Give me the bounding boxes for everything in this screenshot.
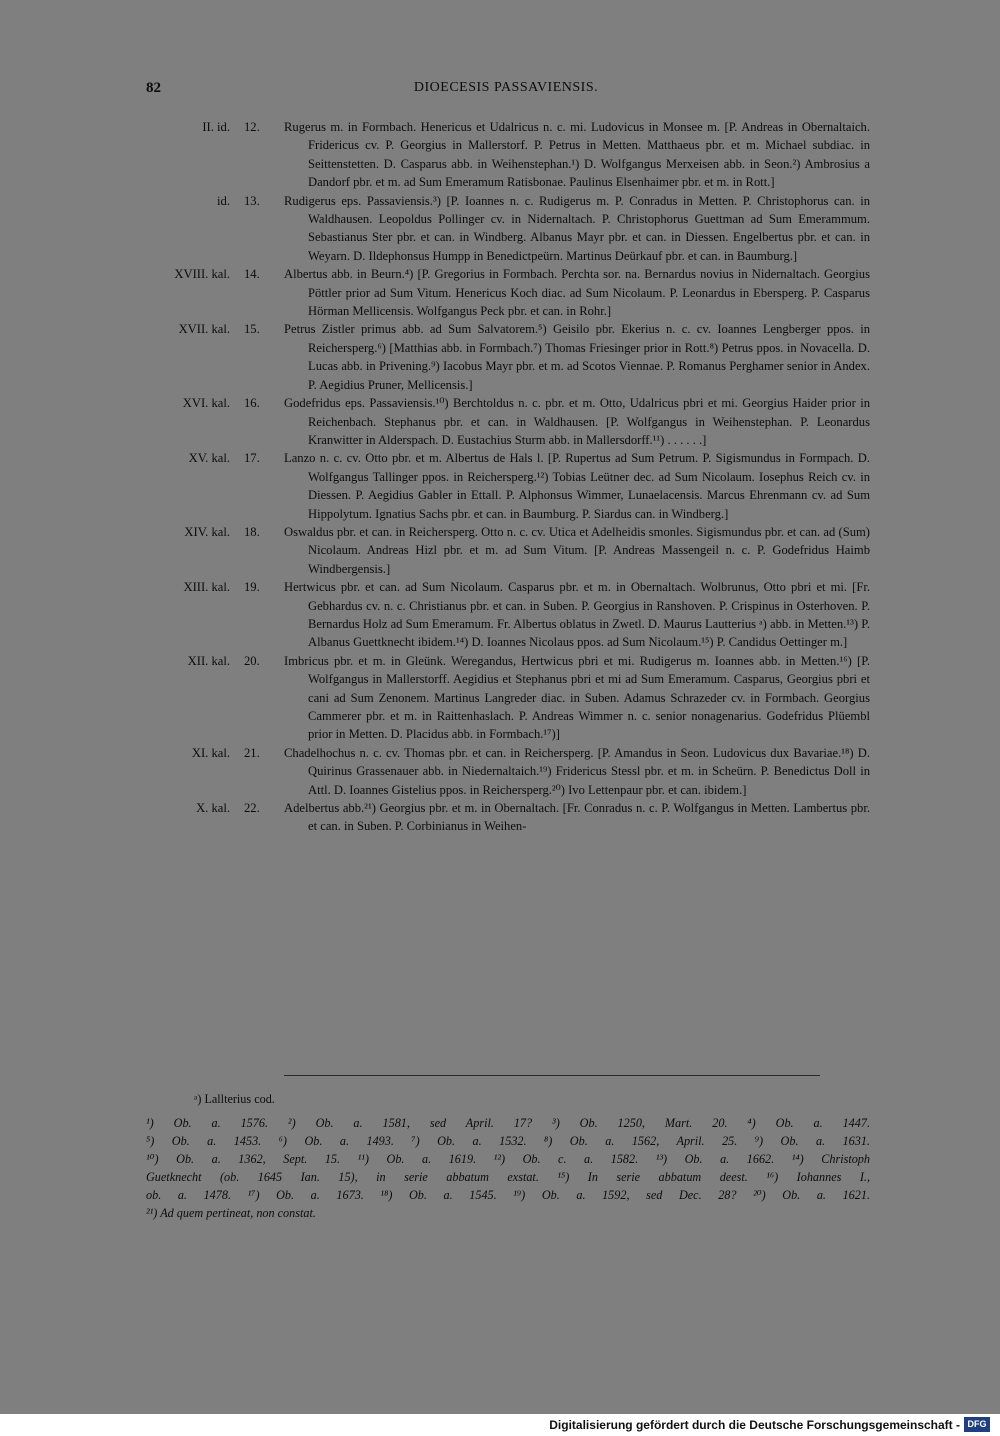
entry-date: XVI. kal. (182, 396, 230, 411)
entry-date: XII. kal. (187, 653, 230, 668)
entry-number: 17. (244, 451, 260, 466)
footnote-line: Guetknecht (ob. 1645 Ian. 15), in serie abbatum exstat. ¹⁵) In serie abbatum deest. ¹⁶) Iohannes I., (146, 1170, 870, 1184)
entry-date: XVII. kal. (178, 322, 230, 337)
entry (146, 192, 870, 266)
entry-date: X. kal. (196, 801, 230, 816)
page-header (146, 80, 866, 100)
footnotes (146, 1090, 870, 1222)
entry-text: Albertus abb. in Beurn.⁴) [P. Gregorius in Formbach. Perchta sor. na. Bernardus novius in Nidernaltach. Georgius Pöttler prior ad Sum Vitum. Henericus Koch diac. ad Sum Nicolaum. P. Leonardus in Ebersperg. P. Casparus Hörman Mellicensis. Wolfgangus Peck pbr. et can. in Rohr.] (284, 267, 870, 319)
dfg-logo: DFG (964, 1417, 990, 1432)
entry (146, 320, 870, 394)
entry-text: Godefridus eps. Passaviensis.¹⁰) Berchtoldus n. c. pbr. et m. Otto, Udalricus pbri et mi. Georgius Haider prior in Reichenbach. Stephanus pbr. et can. in Waldhausen. [P. Wolfgangus in Weihenstephan. P. Leonardus Kranwitter in Alderspach. D. Eustachius Sturm abb. in Mallersdorff.¹¹) . . . . . .] (284, 396, 870, 447)
entry (146, 394, 870, 449)
entry (146, 523, 870, 578)
entry-date: XIV. kal. (184, 524, 230, 539)
entry-date: II. id. (202, 120, 230, 134)
entry-text: Imbricus pbr. et m. in Gleünk. Weregandus, Hertwicus pbri et mi. Rudigerus m. Ioannes abb. in Metten.¹⁶) [P. Wolfgangus in Mallerstorff. Aegidius et Stephanus pbri et mi ad Sum Emeramum. Casparus, Georgius pbri et cani ad Sum Zenonem. Martinus Langreder diac. in Suben. Adamus Schrazeder cv. in Formbach. Georgius Cammerer pbr. et m. in Raittenhaslach. P. Andreas Wimmer n. c. senior nonagenarius. Godefridus Plüembl prior in Metten. D. Placidus abb. in Formbach.¹⁷)] (284, 653, 870, 742)
entry-number: 16. (244, 396, 260, 411)
entry-text: Oswaldus pbr. et can. in Reichersperg. Otto n. c. cv. Utica et Adelheidis smonles. Sigismundus pbr. et can. ad (Sum) Nicolaum. Andreas Hizl pbr. et m. ad Sum Vitum. [P. Andreas Massengeil n. c. P. Godefridus Haimb Windbergensis.] (284, 524, 870, 576)
entry-number: 19. (244, 580, 260, 595)
entry (146, 744, 870, 799)
footnote-line: ¹⁰) Ob. a. 1362, Sept. 15. ¹¹) Ob. a. 1619. ¹²) Ob. c. a. 1582. ¹³) Ob. a. 1662. ¹⁴) Christoph (146, 1152, 870, 1166)
entry-number: 21. (244, 745, 260, 760)
funding-credit: Digitalisierung gefördert durch die Deutsche Forschungsgemeinschaft - (549, 1418, 960, 1432)
footnote-line: ⁵) Ob. a. 1453. ⁶) Ob. a. 1493. ⁷) Ob. a. 1532. ⁸) Ob. a. 1562, April. 25. ⁹) Ob. a. 1631. (146, 1134, 870, 1148)
entry-text: Adelbertus abb.²¹) Georgius pbr. et m. in Obernaltach. [Fr. Conradus n. c. P. Wolfgangus in Metten. Lambertus pbr. et can. in Suben. P. Corbinianus in Weihen- (284, 801, 870, 834)
entry-number: 12. (244, 120, 260, 134)
page-number: 82 (146, 80, 161, 96)
entry-number: 22. (244, 801, 260, 816)
entry-date: XVIII. kal. (174, 267, 230, 282)
digitization-footer (0, 1414, 1000, 1436)
calendar-entries (146, 118, 870, 836)
entry-text: Rugerus m. in Formbach. Henericus et Udalricus n. c. mi. Ludovicus in Monsee m. [P. Andreas in Obernaltaich. Fridericus cv. P. Georgius in Mallerstorf. P. Petrus in Metten. Matthaeus pbr. et m. Michael subdiac. in Seittenstetten. D. Casparus abb. in Weihenstephan.¹) D. Wolfgangus Merxeisen abb. in Seon.²) Ambrosius a Dandorf pbr. et m. ad Sum Emeramum Ratisbonae. Paulinus Elsenhaimer pbr. et m. in Rott.] (284, 120, 870, 190)
entry-date: id. (217, 193, 230, 208)
footnote-line: ob. a. 1478. ¹⁷) Ob. a. 1673. ¹⁸) Ob. a. 1545. ¹⁹) Ob. a. 1592, sed Dec. 28? ²⁰) Ob. a. 1621. (146, 1188, 870, 1202)
footnote-line: ²¹) Ad quem pertineat, non constat. (146, 1206, 316, 1220)
entry-text: Hertwicus pbr. et can. ad Sum Nicolaum. Casparus pbr. et m. in Obernaltach. Wolbrunus, Otto pbri et mi. [Fr. Gebhardus cv. n. c. Christianus pbr. et can. in Suben. P. Georgius in Ranshoven. P. Crispinus in Osterhoven. P. Bernardus Holz ad Sum Emeramum. Fr. Albertus oblatus in Zwetl. D. Maurus Lautterius ᵃ) abb. in Metten.¹³) P. Albanus Guettknecht ibidem.¹⁴) D. Ioannes Nicolaus ppos. ad Sum Nicolaum.¹⁵) P. Candidus Oettinger m.] (284, 580, 870, 650)
entry (146, 578, 870, 652)
entry (146, 799, 870, 836)
textual-note: ᵃ) Lallterius cod. (194, 1092, 275, 1106)
entry-text: Lanzo n. c. cv. Otto pbr. et m. Albertus de Hals l. [P. Rupertus ad Sum Petrum. P. Sigismundus in Formpach. D. Wolfgangus Tallinger ppos. in Reichersperg.¹²) Tobias Leütner dec. ad Sum Nicolaum. Iosephus Reich cv. in Diessen. P. Aegidius Gabler in Ettall. P. Alphonsus Wimmer, Lunaelacensis. Marcus Ehrenmann cv. ad Sum Hippolytum. Ignatius Sachs pbr. et can. in Baumburg. P. Siardus can. in Windberg.] (284, 451, 870, 521)
entry-number: 15. (244, 322, 260, 337)
footnote-divider (284, 1075, 820, 1076)
entry-text: Chadelhochus n. c. cv. Thomas pbr. et can. in Reichersperg. [P. Amandus in Seon. Ludovicus dux Bavariae.¹⁸) D. Quirinus Grassenauer abb. in Niedernaltaich.¹⁹) Fridericus Stessl pbr. et m. in Scheürn. P. Benedictus Doll in Attl. D. Ioannes Gistelius ppos. in Reichersperg.²⁰) Ivo Lettenpaur pbr. et can. ibidem.] (284, 745, 870, 797)
entry (146, 652, 870, 744)
running-title: DIOECESIS PASSAVIENSIS. (413, 80, 599, 95)
entry-text: Petrus Zistler primus abb. ad Sum Salvatorem.⁵) Geisilo pbr. Ekerius n. c. cv. Ioannes Lengberger ppos. in Reichersperg.⁶) [Matthias abb. in Formbach.⁷) Thomas Friesinger prior in Rott.⁸) Petrus ppos. in Novacella. D. Lucas abb. in Privening.⁹) Iacobus Mayr pbr. et m. ad Scotos Viennae. P. Romanus Perghamer senior in Andex. P. Aegidius Pruner, Mellicensis.] (284, 322, 870, 392)
footnote-block (146, 1114, 870, 1222)
entry-number: 14. (244, 267, 260, 282)
footnote-line: ¹) Ob. a. 1576. ²) Ob. a. 1581, sed April. 17? ³) Ob. 1250, Mart. 20. ⁴) Ob. a. 1447. (146, 1116, 870, 1130)
entry-number: 13. (244, 193, 260, 208)
entry-date: XIII. kal. (183, 580, 230, 595)
entry (146, 265, 870, 320)
entry-date: XI. kal. (191, 745, 230, 760)
entry-text: Rudigerus eps. Passaviensis.³) [P. Ioannes n. c. Rudigerus m. P. Conradus in Metten. P. Christophorus can. in Waldhausen. Leopoldus Pollinger cv. in Nidernaltach. P. Christophorus Guettman ad Sum Emerammum. Sebastianus Ster pbr. et can. in Windberg. Albanus Mayr pbr. et can. in Diessen. Engelbertus pbr. et can. in Weyarn. D. Ildephonsus Humpp in Benedictpeürn. Martinus Deürkauf pbr. et can. in Baumburg.] (284, 193, 870, 263)
entry-number: 20. (244, 653, 260, 668)
entry-number: 18. (244, 524, 260, 539)
entry-date: XV. kal. (188, 451, 230, 466)
entry (146, 118, 870, 192)
entry (146, 449, 870, 523)
